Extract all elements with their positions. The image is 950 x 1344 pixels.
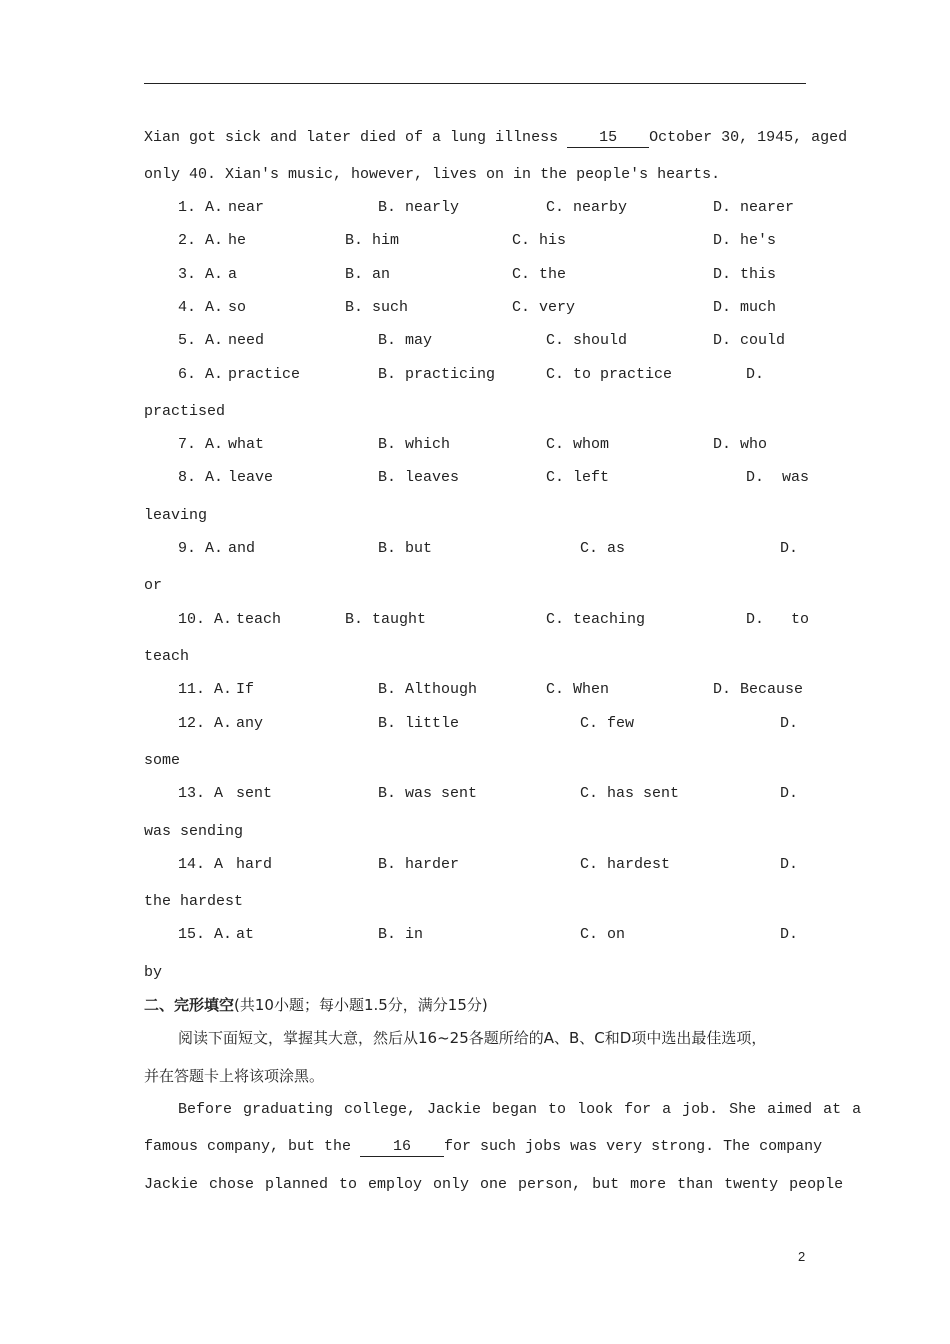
- option-d: D. to: [746, 611, 810, 628]
- option-a: sent: [236, 785, 273, 802]
- option-a: a: [228, 266, 238, 283]
- option-b: B. may: [378, 332, 433, 349]
- passage-line-2: only 40. Xian's music, however, lives on in the people's hearts.: [144, 166, 721, 183]
- option-d-continued: leaving: [144, 507, 208, 524]
- cloze-line-3: Jackie chose planned to employ only one person, but more than twenty people: [144, 1176, 844, 1193]
- option-d: D.: [780, 540, 799, 557]
- page-number: 2: [798, 1249, 806, 1264]
- option-d: D.: [780, 856, 799, 873]
- question-number: 11. A.: [178, 681, 233, 698]
- option-d: D. nearer: [713, 199, 795, 216]
- option-a: hard: [236, 856, 273, 873]
- question-number: 14. A: [178, 856, 224, 873]
- option-c: C. hardest: [580, 856, 671, 873]
- cloze-line-1: Before graduating college, Jackie began to look for a job. She aimed at a: [178, 1101, 862, 1118]
- option-a: teach: [236, 611, 282, 628]
- option-b: B. little: [378, 715, 460, 732]
- option-b: B. but: [378, 540, 433, 557]
- option-d: D. this: [713, 266, 777, 283]
- option-a: If: [236, 681, 255, 698]
- option-c: C. should: [546, 332, 628, 349]
- option-c: C. teaching: [546, 611, 646, 628]
- option-a: practice: [228, 366, 301, 383]
- passage-line-1: Xian got sick and later died of a lung illness 15 October 30, 1945, aged: [144, 129, 848, 146]
- question-number: 13. A: [178, 785, 224, 802]
- option-a: at: [236, 926, 255, 943]
- option-c: C. nearby: [546, 199, 628, 216]
- option-d: D.: [780, 785, 799, 802]
- option-d-continued: teach: [144, 648, 190, 665]
- option-d-continued: some: [144, 752, 181, 769]
- blank-16: 16: [360, 1138, 444, 1157]
- option-b: B. him: [345, 232, 400, 249]
- option-c: C. When: [546, 681, 610, 698]
- option-d: D. he's: [713, 232, 777, 249]
- option-b: B. practicing: [378, 366, 496, 383]
- option-b: B. such: [345, 299, 409, 316]
- option-a: any: [236, 715, 264, 732]
- question-number: 15. A.: [178, 926, 233, 943]
- question-number: 10. A.: [178, 611, 233, 628]
- option-d: D.: [780, 926, 799, 943]
- option-d-continued: or: [144, 577, 163, 594]
- option-b: B. nearly: [378, 199, 460, 216]
- option-c: C. very: [512, 299, 576, 316]
- option-c: C. few: [580, 715, 635, 732]
- question-number: 6. A.: [178, 366, 224, 383]
- option-c: C. as: [580, 540, 626, 557]
- question-number: 4. A.: [178, 299, 224, 316]
- blank-15: 15: [567, 129, 649, 148]
- option-a: and: [228, 540, 256, 557]
- option-d-continued: was sending: [144, 823, 244, 840]
- option-c: C. his: [512, 232, 567, 249]
- section-2-instruction-1: 阅读下面短文，掌握其大意，然后从16~25各题所给的A、B、C和D项中选出最佳选项，: [178, 1029, 767, 1047]
- option-a: he: [228, 232, 247, 249]
- option-a: leave: [228, 469, 274, 486]
- option-b: B. harder: [378, 856, 460, 873]
- option-b: B. was sent: [378, 785, 478, 802]
- option-a: need: [228, 332, 265, 349]
- option-d: D.: [780, 715, 799, 732]
- option-d: D. who: [713, 436, 768, 453]
- option-b: B. which: [378, 436, 451, 453]
- option-d: D. was: [746, 469, 810, 486]
- option-a: what: [228, 436, 265, 453]
- option-c: C. whom: [546, 436, 610, 453]
- option-b: B. taught: [345, 611, 427, 628]
- option-c: C. to practice: [546, 366, 673, 383]
- question-number: 8. A.: [178, 469, 224, 486]
- option-c: C. on: [580, 926, 626, 943]
- option-d-continued: by: [144, 964, 163, 981]
- section-2-heading: 二、完形填空(共10小题；每小题1.5分，满分15分): [144, 996, 488, 1014]
- option-b: B. an: [345, 266, 391, 283]
- cloze-line-2: famous company, but the 16 for such jobs was very strong. The company: [144, 1138, 823, 1155]
- option-a: so: [228, 299, 247, 316]
- option-b: B. Although: [378, 681, 478, 698]
- question-number: 9. A.: [178, 540, 224, 557]
- section-2-instruction-2: 并在答题卡上将该项涂黑。: [144, 1067, 325, 1085]
- option-b: B. in: [378, 926, 424, 943]
- option-d: D. could: [713, 332, 786, 349]
- question-number: 7. A.: [178, 436, 224, 453]
- header-rule: [144, 83, 806, 84]
- question-number: 5. A.: [178, 332, 224, 349]
- question-number: 2. A.: [178, 232, 224, 249]
- option-d-continued: the hardest: [144, 893, 244, 910]
- option-d-continued: practised: [144, 403, 226, 420]
- question-number: 12. A.: [178, 715, 233, 732]
- question-number: 1. A.: [178, 199, 224, 216]
- option-b: B. leaves: [378, 469, 460, 486]
- option-c: C. the: [512, 266, 567, 283]
- option-c: C. left: [546, 469, 610, 486]
- option-d: D. much: [713, 299, 777, 316]
- option-a: near: [228, 199, 265, 216]
- option-d: D.: [746, 366, 765, 383]
- question-number: 3. A.: [178, 266, 224, 283]
- option-d: D. Because: [713, 681, 804, 698]
- option-c: C. has sent: [580, 785, 680, 802]
